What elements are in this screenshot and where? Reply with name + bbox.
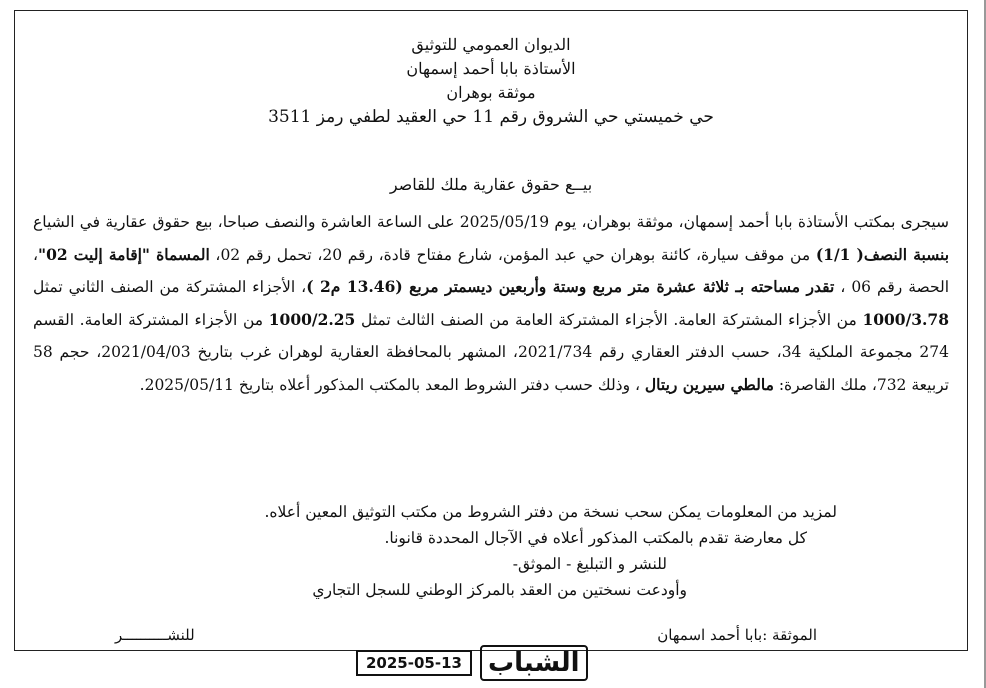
closing-line-deposit: وأودعت نسختين من العقد بالمركز الوطني للسجل التجاري [312, 581, 687, 599]
body-text-6: من الأجزاء المشتركة العامة. القسم 274 مجموعة الملكية 34، حسب الدفتر العقاري رقم 2021/734، المشهر بالمحافظة العقارية لوهران غرب بتاريخ 2021/04/03، حجم 58 تربيعة 732، ملك القاصرة: [33, 310, 950, 394]
body-bold-residence: المسماة "إقامة إليت 02" [38, 244, 210, 264]
notary-city: موثقة بوهران [446, 83, 536, 102]
body-bold-ratio-3: 1000/2.25 [268, 309, 356, 329]
publish-signature: للنشــــــــــر [115, 626, 195, 644]
notice-body [33, 206, 949, 401]
body-bold-share: بنسبة النصف( 1/1) [815, 244, 950, 264]
body-bold-owner: مالطي سيرين ريتال [644, 374, 774, 394]
newspaper-logo: الشباب [480, 645, 588, 681]
body-text-3: ، الحصة رقم 06 ، [33, 245, 950, 296]
notary-signature: الموثقة :بابا أحمد اسمهان [657, 626, 817, 644]
body-bold-area: تقدر مساحته بـ ثلاثة عشرة متر مربع وستة وأربعين ديسمتر مربع (13.46 م2 ) [306, 277, 835, 296]
body-text-2: من موقف سيارة، كائنة بوهران حي عبد المؤمن، شارع مفتاح قادة، رقم 20، تحمل رقم 02، [209, 245, 816, 264]
legal-notice [14, 10, 968, 651]
notary-name: الأستاذة بابا أحمد إسمهان [406, 59, 576, 78]
closing-line-publish: للنشر و التبليغ - الموثق- [512, 555, 667, 573]
office-name: الديوان العمومي للتوثيق [411, 35, 571, 54]
notice-title: بيــع حقوق عقارية ملك للقاصر [389, 175, 593, 194]
notice-header [15, 33, 967, 129]
body-text-7: ، وذلك حسب دفتر الشروط المعد بالمكتب المذكور أعلاه بتاريخ 2025/05/11. [139, 375, 645, 394]
closing-line-objection: كل معارضة تقدم بالمكتب المذكور أعلاه في الآجال المحددة قانونا. [384, 529, 807, 547]
body-text-4: ، الأجزاء المشتركة من الصنف الثاني تمثل [33, 278, 307, 296]
body-text-1: سيجرى بمكتب الأستاذة بابا أحمد إسمهان، موثقة بوهران، يوم 2025/05/19 على الساعة العاشرة والنصف صباحا، بيع حقوق عقارية في الشياع [33, 213, 950, 231]
closing-line-info: لمزيد من المعلومات يمكن سحب نسخة من دفتر الشروط من مكتب التوثيق المعين أعلاه. [264, 503, 837, 521]
newspaper-footer [356, 645, 588, 681]
body-bold-ratio-2: 1000/3.78 [862, 309, 949, 329]
office-address: حي خميستي حي الشروق رقم 11 حي العقيد لطفي رمز 3511 [268, 107, 714, 127]
body-text-5: من الأجزاء المشتركة العامة. الأجزاء المشتركة العامة من الصنف الثالث تمثل [355, 310, 863, 329]
notice-closing [264, 499, 837, 603]
publication-date: 2025-05-13 [356, 650, 472, 676]
